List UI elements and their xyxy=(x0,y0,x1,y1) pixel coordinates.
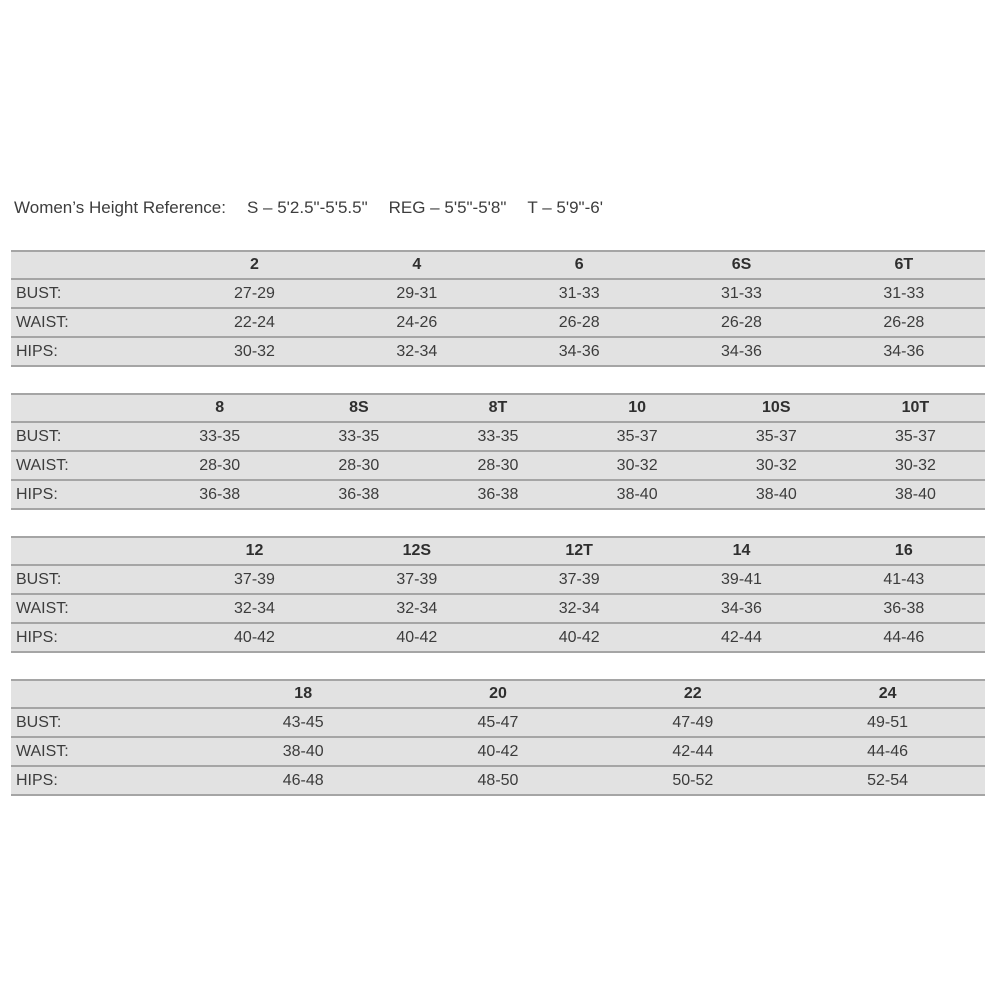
measurement-cell: 34-36 xyxy=(883,342,925,360)
measurement-cell: 39-41 xyxy=(721,570,762,588)
size-header: 16 xyxy=(894,542,913,559)
measurement-row xyxy=(11,480,985,509)
size-header: 12T xyxy=(565,542,593,559)
size-header: 12S xyxy=(402,542,432,559)
measurement-cell: 31-33 xyxy=(883,284,925,302)
measurement-cell: 33-35 xyxy=(477,427,519,445)
measurement-cell: 42-44 xyxy=(721,628,762,646)
height-reference-label: Women’s Height Reference: xyxy=(14,198,226,217)
measurement-cell: 28-30 xyxy=(199,456,241,474)
measurement-cell: 38-40 xyxy=(894,485,936,503)
measurement-cell: 38-40 xyxy=(282,742,324,760)
measurement-cell: 31-33 xyxy=(558,284,600,302)
measurement-cell: 40-42 xyxy=(477,742,519,760)
size-header: 8T xyxy=(488,399,508,416)
size-tables xyxy=(11,250,985,822)
measurement-cell: 49-51 xyxy=(867,713,909,731)
measurement-cell: 40-42 xyxy=(396,628,438,646)
size-header: 24 xyxy=(878,685,897,702)
measurement-cell: 36-38 xyxy=(477,485,519,503)
measurement-cell: 36-38 xyxy=(883,599,925,617)
measurement-row xyxy=(11,308,985,337)
measurement-cell: 42-44 xyxy=(672,742,714,760)
corner-cell xyxy=(11,251,173,279)
row-label: BUST: xyxy=(16,427,62,445)
measurement-cell: 28-30 xyxy=(477,456,519,474)
row-label: HIPS: xyxy=(16,771,58,789)
size-header-row xyxy=(11,680,985,708)
measurement-cell: 47-49 xyxy=(672,713,714,731)
measurement-cell: 32-34 xyxy=(234,599,275,617)
measurement-cell: 30-32 xyxy=(616,456,658,474)
measurement-row xyxy=(11,337,985,366)
measurement-cell: 36-38 xyxy=(338,485,380,503)
measurement-row xyxy=(11,422,985,451)
size-header: 10S xyxy=(762,399,791,416)
size-header: 6S xyxy=(731,256,752,273)
measurement-cell: 34-36 xyxy=(721,599,762,617)
measurement-cell: 46-48 xyxy=(282,771,324,789)
measurement-cell: 38-40 xyxy=(616,485,658,503)
measurement-row xyxy=(11,623,985,652)
measurement-row xyxy=(11,279,985,308)
row-label: WAIST: xyxy=(16,599,69,617)
measurement-cell: 45-47 xyxy=(477,713,519,731)
measurement-cell: 27-29 xyxy=(234,284,275,302)
measurement-cell: 35-37 xyxy=(616,427,658,445)
size-table-4 xyxy=(11,679,985,796)
measurement-cell: 26-28 xyxy=(721,313,762,331)
measurement-cell: 30-32 xyxy=(234,342,275,360)
measurement-cell: 48-50 xyxy=(477,771,519,789)
row-label: HIPS: xyxy=(16,485,58,503)
corner-cell xyxy=(11,394,150,422)
row-label: BUST: xyxy=(16,713,62,731)
measurement-cell: 35-37 xyxy=(894,427,936,445)
measurement-cell: 44-46 xyxy=(867,742,909,760)
size-header: 8S xyxy=(349,399,369,416)
corner-cell xyxy=(11,680,206,708)
size-header: 20 xyxy=(489,685,507,702)
measurement-row xyxy=(11,594,985,623)
size-header-row xyxy=(11,394,985,422)
row-label: BUST: xyxy=(16,284,62,302)
measurement-row xyxy=(11,708,985,737)
row-label: WAIST: xyxy=(16,313,69,331)
measurement-row xyxy=(11,565,985,594)
measurement-cell: 37-39 xyxy=(396,570,438,588)
measurement-cell: 40-42 xyxy=(234,628,275,646)
size-header-row xyxy=(11,251,985,279)
measurement-cell: 22-24 xyxy=(234,313,275,331)
size-header: 6T xyxy=(894,256,914,273)
corner-cell xyxy=(11,537,173,565)
row-label: WAIST: xyxy=(16,456,69,474)
row-label: HIPS: xyxy=(16,628,58,646)
size-table-1 xyxy=(11,250,985,367)
measurement-cell: 26-28 xyxy=(558,313,600,331)
measurement-cell: 34-36 xyxy=(558,342,600,360)
measurement-cell: 44-46 xyxy=(883,628,925,646)
height-range-tall: T – 5'9"-6' xyxy=(527,198,603,217)
measurement-cell: 30-32 xyxy=(755,456,797,474)
size-header: 6 xyxy=(574,256,584,273)
measurement-cell: 41-43 xyxy=(883,570,925,588)
size-header: 10 xyxy=(628,399,647,416)
measurement-cell: 30-32 xyxy=(894,456,936,474)
size-header: 12 xyxy=(245,542,264,559)
size-header: 10T xyxy=(901,399,930,416)
size-table-2 xyxy=(11,393,985,510)
height-reference-heading xyxy=(14,198,603,218)
size-header: 22 xyxy=(683,685,702,702)
height-range-regular: REG – 5'5"-5'8" xyxy=(388,198,507,217)
measurement-cell: 34-36 xyxy=(721,342,762,360)
measurement-cell: 33-35 xyxy=(199,427,241,445)
measurement-cell: 37-39 xyxy=(234,570,275,588)
row-label: BUST: xyxy=(16,570,62,588)
measurement-cell: 40-42 xyxy=(558,628,600,646)
measurement-cell: 37-39 xyxy=(558,570,600,588)
row-label: HIPS: xyxy=(16,342,58,360)
size-header: 18 xyxy=(294,685,313,702)
measurement-cell: 35-37 xyxy=(755,427,797,445)
measurement-cell: 26-28 xyxy=(883,313,925,331)
size-table-3 xyxy=(11,536,985,653)
measurement-cell: 52-54 xyxy=(867,771,909,789)
measurement-cell: 29-31 xyxy=(396,284,438,302)
measurement-cell: 32-34 xyxy=(396,599,438,617)
measurement-cell: 38-40 xyxy=(755,485,797,503)
size-header: 4 xyxy=(412,256,422,273)
measurement-cell: 50-52 xyxy=(672,771,714,789)
measurement-cell: 32-34 xyxy=(558,599,600,617)
height-range-short: S – 5'2.5"-5'5.5" xyxy=(246,198,368,217)
size-header-row xyxy=(11,537,985,565)
size-header: 8 xyxy=(215,399,225,416)
measurement-cell: 28-30 xyxy=(338,456,380,474)
size-header: 14 xyxy=(732,542,751,559)
measurement-row xyxy=(11,737,985,766)
measurement-cell: 31-33 xyxy=(721,284,762,302)
measurement-row xyxy=(11,766,985,795)
size-header: 2 xyxy=(250,256,259,273)
measurement-cell: 33-35 xyxy=(338,427,380,445)
measurement-cell: 24-26 xyxy=(396,313,438,331)
measurement-row xyxy=(11,451,985,480)
row-label: WAIST: xyxy=(16,742,69,760)
measurement-cell: 36-38 xyxy=(199,485,241,503)
measurement-cell: 43-45 xyxy=(282,713,324,731)
measurement-cell: 32-34 xyxy=(396,342,438,360)
